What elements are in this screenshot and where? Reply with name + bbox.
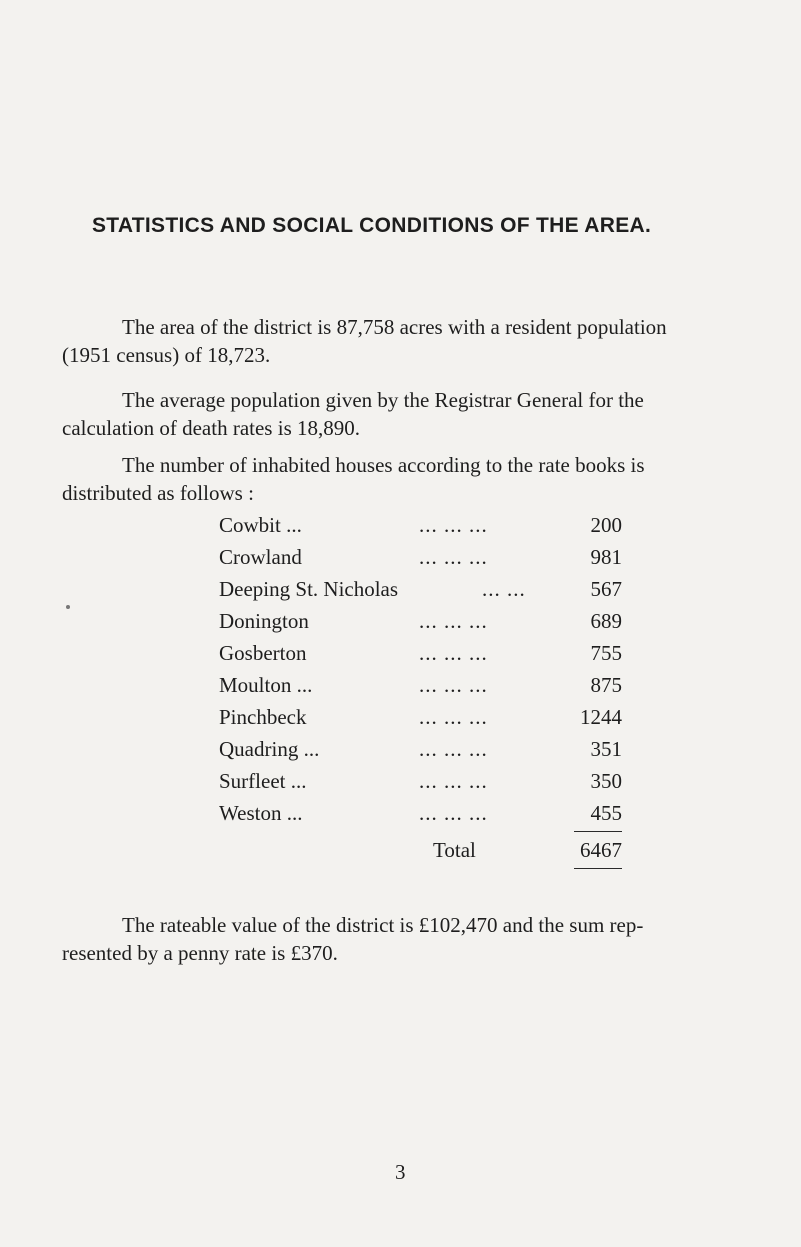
house-count: 567	[590, 577, 622, 601]
leader-dots: ... ... ...	[419, 801, 488, 825]
place-name: Pinchbeck	[219, 705, 307, 729]
total-label: Total	[433, 838, 476, 862]
paragraph-inhabited-houses	[62, 451, 742, 507]
leader-dots: ... ... ...	[419, 641, 488, 665]
leader-dots: ... ... ...	[419, 769, 488, 793]
paragraph-line: The rateable value of the district is £102,470 and the sum rep-	[122, 913, 644, 937]
house-count: 200	[590, 513, 622, 537]
paragraph-line: resented by a penny rate is £370.	[62, 941, 338, 965]
place-name: Crowland	[219, 545, 302, 569]
house-count: 689	[590, 609, 622, 633]
page-title: STATISTICS AND SOCIAL CONDITIONS OF THE AREA.	[92, 214, 652, 237]
paragraph-line: calculation of death rates is 18,890.	[62, 416, 360, 440]
table-row	[219, 577, 622, 605]
leader-dots: ... ... ...	[419, 545, 488, 569]
table-row	[219, 769, 622, 797]
total-value: 6467	[580, 838, 622, 862]
paragraph-line: The average population given by the Registrar General for the	[122, 388, 644, 412]
page-number: 3	[395, 1160, 406, 1184]
table-row	[219, 673, 622, 701]
place-name: Deeping St. Nicholas	[219, 577, 399, 601]
house-count: 455	[590, 801, 622, 825]
table-row	[219, 513, 622, 541]
total-rule-top	[574, 831, 622, 832]
leader-dots: ... ... ...	[419, 673, 488, 697]
leader-dots: ... ... ...	[419, 737, 488, 761]
house-count: 981	[590, 545, 622, 569]
paragraph-average-population	[62, 386, 742, 442]
paragraph-line: The area of the district is 87,758 acres with a resident population	[122, 315, 667, 339]
paragraph-area	[62, 313, 742, 369]
place-name: Donington	[219, 609, 309, 633]
place-name: Surfleet ...	[219, 769, 307, 793]
house-count: 755	[590, 641, 622, 665]
leader-dots: ... ...	[482, 577, 526, 601]
house-count: 875	[590, 673, 622, 697]
place-name: Quadring ...	[219, 737, 320, 761]
place-name: Weston ...	[219, 801, 303, 825]
place-name: Cowbit ...	[219, 513, 302, 537]
table-row	[219, 641, 622, 669]
table-row	[219, 801, 622, 829]
leader-dots: ... ... ...	[419, 513, 488, 537]
place-name: Gosberton	[219, 641, 307, 665]
house-count: 1244	[580, 705, 622, 729]
paragraph-line: distributed as follows :	[62, 481, 254, 505]
table-row	[219, 737, 622, 765]
leader-dots: ... ... ...	[419, 705, 488, 729]
table-row	[219, 609, 622, 637]
leader-dots: ... ... ...	[419, 609, 488, 633]
paragraph-line: (1951 census) of 18,723.	[62, 343, 271, 367]
house-count: 351	[590, 737, 622, 761]
place-name: Moulton ...	[219, 673, 313, 697]
total-rule-bottom	[574, 868, 622, 869]
table-row	[219, 705, 622, 733]
table-row	[219, 545, 622, 573]
paragraph-rateable-value	[62, 911, 742, 967]
house-count: 350	[590, 769, 622, 793]
print-speck	[66, 605, 70, 609]
paragraph-line: The number of inhabited houses according to the rate books is	[122, 453, 645, 477]
